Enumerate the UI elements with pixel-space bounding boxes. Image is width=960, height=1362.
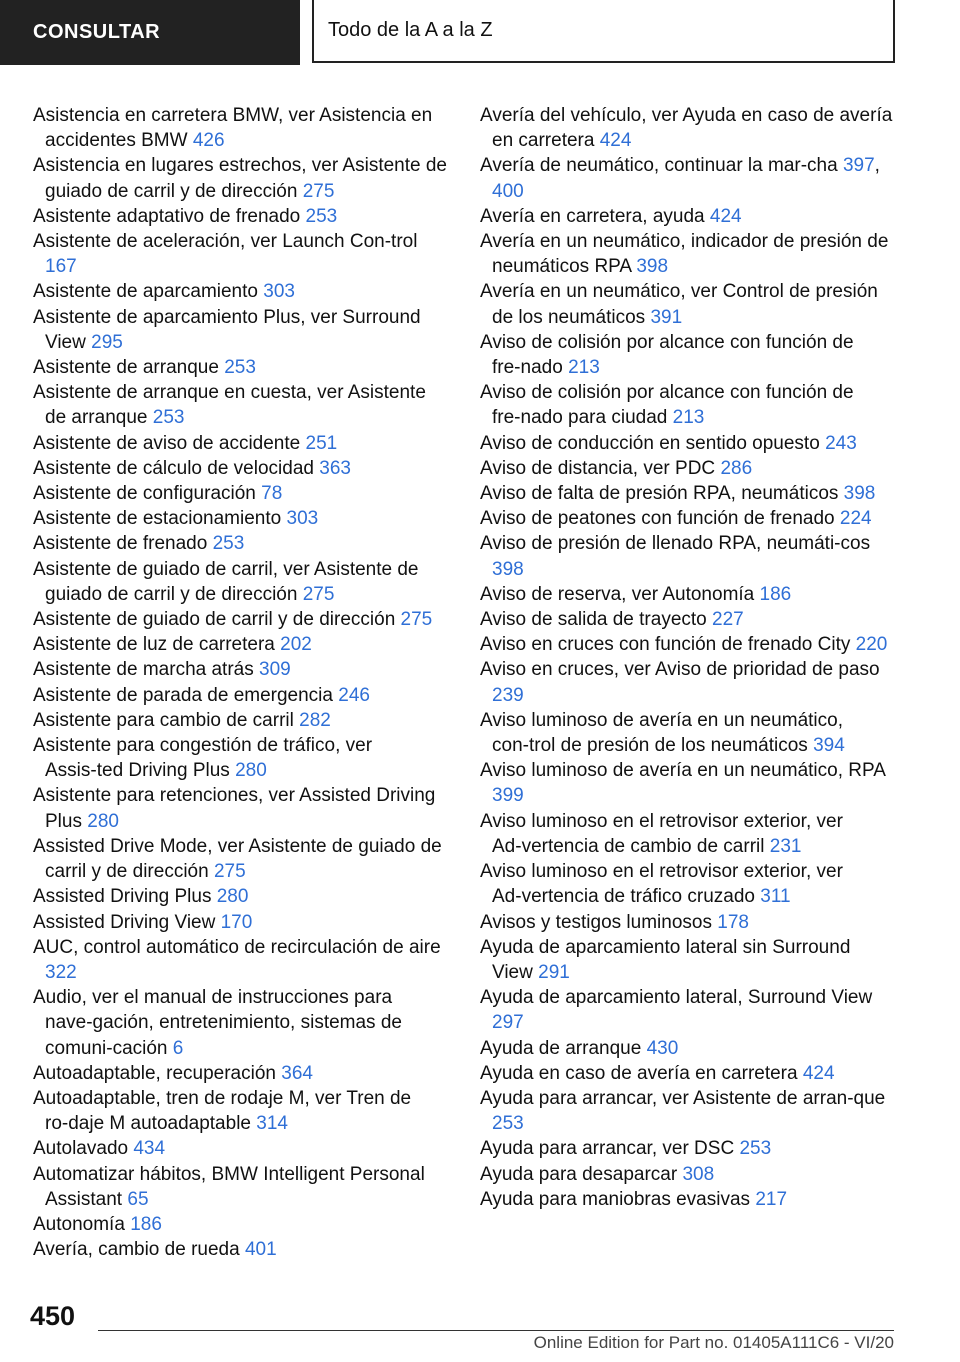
page-link[interactable]: 202 bbox=[280, 634, 312, 656]
index-entry bbox=[480, 1086, 895, 1136]
index-entry-text: Aviso en cruces con función de frenado City bbox=[480, 634, 851, 656]
index-entry-text: Aviso de peatones con función de frenado bbox=[480, 508, 835, 530]
page-link[interactable]: 397 bbox=[842, 155, 875, 177]
index-entry-text: Asistencia en lugares estrechos, ver Asistente de guiado de carril y de dirección bbox=[33, 155, 448, 202]
page-link[interactable]: 311 bbox=[760, 886, 791, 908]
index-entry bbox=[480, 657, 895, 707]
index-entry-text: Asistente de aceleración, ver Launch Con‑trol bbox=[33, 231, 418, 253]
index-entry bbox=[480, 229, 895, 279]
index-entry bbox=[33, 935, 451, 985]
index-entry bbox=[33, 431, 451, 456]
index-entry-text: Autoadaptable, tren de rodaje M, ver Tren de ro‑daje M autoadaptable bbox=[33, 1087, 412, 1135]
index-entry-text: Avería en un neumático, indicador de presión de neumáticos RPA bbox=[480, 231, 889, 278]
page-link[interactable]: 6 bbox=[172, 1037, 184, 1059]
index-entry-text: Asistente de aviso de accidente bbox=[33, 432, 301, 454]
index-column-left bbox=[33, 103, 451, 1262]
index-entry bbox=[33, 1086, 451, 1136]
index-entry bbox=[33, 557, 451, 607]
index-entry-text: Asistente de arranque bbox=[33, 357, 219, 379]
page-link[interactable]: 213 bbox=[672, 407, 705, 429]
index-entry bbox=[480, 506, 895, 531]
page-link[interactable]: 391 bbox=[650, 306, 683, 328]
index-entry-text: Ayuda de aparcamiento lateral sin Surround View bbox=[480, 936, 851, 983]
index-entry bbox=[33, 355, 451, 380]
index-entry bbox=[33, 153, 451, 203]
page-link[interactable]: 280 bbox=[235, 760, 267, 782]
page-link[interactable]: 426 bbox=[192, 130, 225, 152]
index-entry-text: Avería, cambio de rueda bbox=[33, 1239, 240, 1261]
index-entry-text: Avisos y testigos luminosos bbox=[480, 911, 712, 933]
page-link[interactable]: 424 bbox=[599, 130, 632, 152]
page-link[interactable]: 424 bbox=[802, 1062, 835, 1084]
index-column-right bbox=[480, 103, 895, 1212]
index-entry bbox=[33, 985, 451, 1061]
index-entry bbox=[480, 910, 895, 935]
index-entry-text: Asistente para retenciones, ver Assisted Driving Plus bbox=[33, 785, 436, 832]
page-link[interactable]: 424 bbox=[709, 205, 742, 227]
index-entry-text: Asistente de arranque en cuesta, ver Asistente de arranque bbox=[33, 382, 426, 429]
index-entry bbox=[480, 1162, 895, 1187]
page-link[interactable]: 398 bbox=[636, 256, 669, 278]
index-entry bbox=[480, 103, 895, 153]
page-link[interactable]: 178 bbox=[717, 911, 749, 933]
index-entry bbox=[33, 607, 451, 632]
index-entry-text: Ayuda de aparcamiento lateral, Surround View bbox=[480, 987, 873, 1009]
index-entry-text: Aviso de presión de llenado RPA, neumáti‑cos bbox=[480, 533, 871, 555]
index-entry-text: Asistente de parada de emergencia bbox=[33, 684, 333, 706]
index-entry bbox=[33, 708, 451, 733]
page-link[interactable]: 243 bbox=[825, 432, 857, 454]
page-link[interactable]: 280 bbox=[87, 810, 119, 832]
page-link[interactable]: 186 bbox=[759, 583, 792, 605]
index-entry-text: Aviso de salida de trayecto bbox=[480, 609, 707, 631]
page-link[interactable]: 186 bbox=[130, 1213, 162, 1235]
page-link[interactable]: 253 bbox=[224, 357, 256, 379]
index-entry bbox=[33, 683, 451, 708]
index-entry bbox=[33, 910, 451, 935]
page-link[interactable]: 167 bbox=[45, 256, 77, 278]
page-link[interactable]: 170 bbox=[220, 911, 253, 933]
page-link[interactable]: 220 bbox=[855, 634, 888, 656]
index-entry-text: Aviso luminoso de avería en un neumático, RPA bbox=[480, 760, 885, 782]
page-link[interactable]: 251 bbox=[305, 432, 338, 454]
index-entry bbox=[480, 380, 895, 430]
index-entry bbox=[480, 935, 895, 985]
page-link[interactable]: 401 bbox=[244, 1239, 277, 1261]
index-entry-text: Aviso luminoso en el retrovisor exterior, ver Ad‑vertencia de cambio de carril bbox=[480, 810, 843, 857]
index-entry bbox=[33, 1162, 451, 1212]
index-entry-text: Ayuda para arrancar, ver DSC bbox=[480, 1138, 735, 1160]
index-entry-text: Asistente de marcha atrás bbox=[33, 659, 254, 681]
index-entry-text: Aviso en cruces, ver Aviso de prioridad de paso bbox=[480, 659, 880, 681]
index-entry-text: Asistente de frenado bbox=[33, 533, 208, 555]
index-entry bbox=[480, 607, 895, 632]
index-entry-text: Aviso de colisión por alcance con función de fre‑nado para ciudad bbox=[480, 382, 854, 429]
index-entry bbox=[480, 1136, 895, 1161]
index-entry-text: Aviso de falta de presión RPA, neumáticos bbox=[480, 483, 839, 505]
page-link[interactable]: 398 bbox=[492, 558, 524, 580]
index-entry bbox=[33, 456, 451, 481]
page-link[interactable]: 295 bbox=[91, 331, 123, 353]
page-link[interactable]: 399 bbox=[492, 785, 524, 807]
index-entry-text: Asistente de estacionamiento bbox=[33, 508, 282, 530]
index-entry-text: Assisted Driving View bbox=[33, 911, 216, 933]
chapter-title-box bbox=[312, 0, 895, 63]
index-entry bbox=[33, 229, 451, 279]
index-entry-text: Asistente de guiado de carril y de dirección bbox=[33, 609, 396, 631]
index-entry-text: Asistente de luz de carretera bbox=[33, 634, 275, 656]
index-entry bbox=[33, 1136, 451, 1161]
index-entry bbox=[33, 884, 451, 909]
index-entry bbox=[480, 859, 895, 909]
index-entry-text: Autoadaptable, recuperación bbox=[33, 1062, 276, 1084]
index-entry-text: Avería en un neumático, ver Control de presión de los neumáticos bbox=[480, 281, 878, 328]
page-link[interactable]: 65 bbox=[127, 1188, 149, 1210]
page-link[interactable]: 253 bbox=[492, 1113, 524, 1135]
page-link[interactable]: 253 bbox=[739, 1138, 772, 1160]
index-entry bbox=[33, 657, 451, 682]
index-entry-text: Assisted Drive Mode, ver Asistente de guiado de carril y de dirección bbox=[33, 835, 442, 883]
index-entry-text: Avería del vehículo, ver Ayuda en caso de avería en carretera bbox=[480, 105, 893, 152]
page-link[interactable]: 363 bbox=[319, 457, 351, 479]
page-link[interactable]: 303 bbox=[263, 281, 295, 303]
index-entry bbox=[33, 481, 451, 506]
index-entry bbox=[480, 809, 895, 859]
page-link[interactable]: 253 bbox=[212, 533, 245, 555]
index-entry bbox=[33, 783, 451, 833]
index-entry-text: Automatizar hábitos, BMW Intelligent Personal Assistant bbox=[33, 1163, 425, 1210]
section-label: CONSULTAR bbox=[33, 21, 161, 43]
index-entry bbox=[480, 1061, 895, 1086]
page-link[interactable]: 227 bbox=[712, 609, 744, 631]
index-entry bbox=[480, 1036, 895, 1061]
index-entry-text: Asistente de aparcamiento bbox=[33, 281, 258, 303]
page-link[interactable]: 364 bbox=[281, 1062, 313, 1084]
index-entry-text: Audio, ver el manual de instrucciones para nave‑gación, entretenimiento, sistemas de comuni‑cación bbox=[33, 987, 402, 1059]
index-entry bbox=[33, 103, 451, 153]
page-link[interactable]: 430 bbox=[646, 1037, 679, 1059]
page-link[interactable]: 275 bbox=[302, 583, 335, 605]
page-link[interactable]: 213 bbox=[568, 357, 600, 379]
index-entry bbox=[33, 1237, 451, 1262]
index-entry-text: Asistente de cálculo de velocidad bbox=[33, 457, 314, 479]
index-entry bbox=[33, 531, 451, 556]
index-entry bbox=[33, 204, 451, 229]
index-entry bbox=[480, 1187, 895, 1212]
index-entry bbox=[480, 632, 895, 657]
index-entry-text: Aviso de reserva, ver Autonomía bbox=[480, 583, 755, 605]
index-entry-text: Assisted Driving Plus bbox=[33, 886, 212, 908]
index-entry bbox=[480, 330, 895, 380]
page-link[interactable]: 314 bbox=[256, 1113, 288, 1135]
index-entry-text: Ayuda en caso de avería en carretera bbox=[480, 1062, 798, 1084]
index-entry: Avería de neumático, continuar la mar‑cha 397, 400 bbox=[480, 155, 880, 202]
index-entry-text: Asistente de guiado de carril, ver Asistente de guiado de carril y de dirección bbox=[33, 558, 419, 605]
page-link[interactable]: 253 bbox=[152, 407, 185, 429]
chapter-title: Todo de la A a la Z bbox=[328, 19, 493, 41]
index-entry-text: Asistente para congestión de tráfico, ver Assis‑ted Driving Plus bbox=[33, 735, 373, 782]
page-link[interactable]: 275 bbox=[213, 861, 246, 883]
index-entry-text: Aviso de conducción en sentido opuesto bbox=[480, 432, 820, 454]
index-entry bbox=[480, 481, 895, 506]
index-entry bbox=[33, 1212, 451, 1237]
index-entry-text: Autolavado bbox=[33, 1138, 129, 1160]
index-entry-text: Asistente para cambio de carril bbox=[33, 709, 294, 731]
index-entry bbox=[480, 582, 895, 607]
index-entry-text: Asistente adaptativo de frenado bbox=[33, 205, 301, 227]
index-entry bbox=[480, 204, 895, 229]
page-link[interactable]: 322 bbox=[45, 961, 77, 983]
page-number: 450 bbox=[30, 1301, 76, 1331]
index-entry-text: Avería en carretera, ayuda bbox=[480, 205, 705, 227]
index-entry-text: Asistente de configuración bbox=[33, 483, 256, 505]
page-link[interactable]: 286 bbox=[720, 457, 753, 479]
page-link[interactable]: 434 bbox=[133, 1138, 166, 1160]
footer-divider bbox=[98, 1330, 894, 1331]
page-link[interactable]: 275 bbox=[302, 180, 335, 202]
index-entry-text: Aviso luminoso de avería en un neumático, con‑trol de presión de los neumáticos bbox=[480, 709, 843, 757]
index-entry-text: Aviso de distancia, ver PDC bbox=[480, 457, 716, 479]
section-tab bbox=[0, 0, 300, 65]
index-entry bbox=[480, 279, 895, 329]
page-link[interactable]: 303 bbox=[286, 508, 319, 530]
page-link[interactable]: 398 bbox=[843, 483, 876, 505]
index-entry-text: Aviso luminoso en el retrovisor exterior, ver Ad‑vertencia de tráfico cruzado bbox=[480, 861, 843, 908]
index-entry-text: Autonomía bbox=[33, 1213, 125, 1235]
index-entry bbox=[33, 279, 451, 304]
page-link[interactable]: 400 bbox=[492, 180, 524, 202]
index-entry-text: Asistencia en carretera BMW, ver Asistencia en accidentes BMW bbox=[33, 105, 433, 152]
page-link[interactable]: 246 bbox=[338, 684, 370, 706]
index-entry bbox=[33, 1061, 451, 1086]
index-entry-text: Aviso de colisión por alcance con función de fre‑nado bbox=[480, 331, 854, 379]
index-entry-text: Ayuda para desaparcar bbox=[480, 1163, 678, 1185]
index-entry bbox=[480, 431, 895, 456]
page-link[interactable]: 394 bbox=[813, 735, 845, 757]
index-entry-text: Ayuda de arranque bbox=[480, 1037, 642, 1059]
index-entry bbox=[33, 506, 451, 531]
index-entry bbox=[33, 733, 451, 783]
page-link[interactable]: 253 bbox=[305, 205, 338, 227]
index-entry bbox=[480, 456, 895, 481]
page-link[interactable]: 275 bbox=[400, 609, 433, 631]
page-link[interactable]: 239 bbox=[492, 684, 524, 706]
page-link[interactable]: 308 bbox=[682, 1163, 715, 1185]
edition-text: Online Edition for Part no. 01405A111C6 - VI/20 bbox=[533, 1333, 894, 1352]
index-entry bbox=[480, 985, 895, 1035]
index-entry bbox=[33, 632, 451, 657]
index-entry bbox=[480, 531, 895, 581]
index-entry bbox=[33, 305, 451, 355]
page-link[interactable]: 297 bbox=[492, 1012, 524, 1034]
index-entry-text: Asistente de aparcamiento Plus, ver Surround View bbox=[33, 306, 421, 353]
page-link[interactable]: 224 bbox=[839, 508, 872, 530]
index-entry-text: AUC, control automático de recirculación de aire bbox=[33, 936, 441, 958]
page-link[interactable]: 217 bbox=[755, 1188, 788, 1210]
index-entry-text: Ayuda para arrancar, ver Asistente de arran‑que bbox=[480, 1087, 886, 1109]
page-link[interactable]: 78 bbox=[261, 483, 283, 505]
page-link[interactable]: 309 bbox=[259, 659, 291, 681]
index-entry-text: Ayuda para maniobras evasivas bbox=[480, 1188, 751, 1210]
page-link[interactable]: 282 bbox=[299, 709, 331, 731]
index-entry bbox=[33, 834, 451, 884]
index-entry bbox=[480, 758, 895, 808]
index-entry bbox=[480, 708, 895, 758]
index-entry bbox=[33, 380, 451, 430]
index-entry-text: Avería de neumático, continuar la mar‑cha bbox=[480, 155, 838, 177]
page-link[interactable]: 291 bbox=[538, 961, 570, 983]
page-link[interactable]: 231 bbox=[769, 835, 802, 857]
page-link[interactable]: 280 bbox=[216, 886, 249, 908]
